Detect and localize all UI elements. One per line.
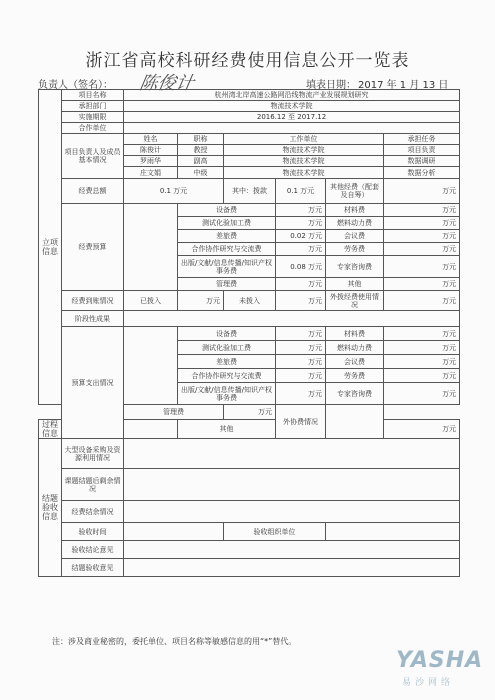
dept-label: 承担部门 — [62, 101, 124, 112]
member-unit: 物流技术学院 — [224, 156, 384, 167]
actual-amount: 万元 — [384, 420, 460, 439]
team-header-title: 职称 — [178, 134, 224, 145]
project-name-label: 项目名称 — [62, 90, 124, 101]
budget-item: 设备费 — [178, 204, 276, 217]
budget-item: 燃料动力费 — [326, 217, 384, 230]
member-unit: 物流技术学院 — [224, 145, 384, 156]
verify-time-value — [124, 523, 224, 541]
actual-item: 管理费 — [124, 405, 224, 420]
arrival-label: 经费到账情况 — [62, 291, 124, 311]
actual-amount: 万元 — [276, 327, 326, 341]
budget-amount: 万元 — [384, 217, 460, 230]
assets-value — [124, 469, 460, 501]
footnote: 注：涉及商业秘密的，委托单位、项目名称等敏感信息的用“*”替代。 — [52, 637, 297, 646]
budget-amount: 0.02 万元 — [276, 230, 326, 243]
dept-value: 物流技术学院 — [124, 101, 460, 112]
partner-value — [124, 123, 460, 134]
actual-item: 差旅费 — [178, 355, 276, 369]
member-name: 陈俊计 — [124, 145, 178, 156]
member-name: 庄文娟 — [124, 167, 178, 179]
actual-amount: 万元 — [276, 383, 326, 405]
budget-item: 劳务费 — [326, 243, 384, 256]
budget-amount: 万元 — [384, 278, 460, 291]
member-name: 罗雨华 — [124, 156, 178, 167]
member-title: 教授 — [178, 145, 224, 156]
actual-item: 专家咨询费 — [326, 383, 384, 405]
actual-item: 劳务费 — [326, 369, 384, 383]
progress-label: 阶段性成果 — [62, 311, 124, 327]
actual-amount: 万元 — [384, 355, 460, 369]
actual-item: 外协费情况 — [276, 405, 326, 439]
actual-amount: 万元 — [384, 341, 460, 355]
pub-value — [124, 501, 460, 523]
budget-amount: 万元 — [384, 230, 460, 243]
member-task: 数据调研 — [384, 156, 460, 167]
budget-amount: 万元 — [276, 278, 326, 291]
date-value: 2017 年 1 月 13 日 — [358, 80, 449, 91]
actual-amount: 万元 — [384, 369, 460, 383]
verify-unit-label: 验收组织单位 — [224, 523, 326, 541]
partner-label: 合作单位 — [62, 123, 124, 134]
budget-amount: 万元 — [384, 256, 460, 278]
actual-item: 出版/文献/信息传播/知识产权事务费 — [178, 383, 276, 405]
progress-value — [124, 311, 460, 327]
total-funding-label: 经费总额 — [62, 179, 124, 204]
actual-item: 设备费 — [178, 327, 276, 341]
budget-amount: 0.08 万元 — [276, 256, 326, 278]
handwritten-signature: 陈俊计 — [137, 73, 196, 94]
assets-label: 课题结题后剩余情况 — [62, 469, 124, 501]
member-task: 项目负责 — [384, 145, 460, 156]
arrival-in-value: 万元 — [178, 291, 224, 311]
outsourced-label: 外拨经费使用情况 — [326, 291, 384, 311]
budget-item: 管理费 — [178, 278, 276, 291]
verify-result-value — [124, 541, 460, 559]
actual-amount: 万元 — [276, 369, 326, 383]
equipment-label: 大型设备采购及资源利用情况 — [62, 439, 124, 469]
budget-item: 差旅费 — [178, 230, 276, 243]
actual-amount: 万元 — [384, 327, 460, 341]
team-header-name: 姓名 — [124, 134, 178, 145]
period-value: 2016.12 至 2017.12 — [124, 112, 460, 123]
actual-amount: 万元 — [224, 405, 276, 420]
actual-item: 其他 — [178, 420, 276, 439]
self-funding-label: 其他经费（配套及自筹） — [326, 179, 384, 204]
budget-amount: 万元 — [276, 217, 326, 230]
section-process-info: 过程信息 — [39, 420, 62, 439]
member-title: 中级 — [178, 167, 224, 179]
page-title: 浙江省高校科研经费使用信息公开一览表 — [85, 51, 410, 71]
budget-label: 经费预算 — [62, 204, 124, 291]
watermark-logo: YASHA — [396, 648, 484, 673]
responsible-label: 负责人（签名）： — [38, 80, 113, 91]
actual-item: 测试化验加工费 — [178, 341, 276, 355]
team-label: 项目负责人及成员基本情况 — [62, 134, 124, 179]
budget-item: 其他 — [326, 278, 384, 291]
team-header-unit: 工作单位 — [224, 134, 384, 145]
budget-item: 材料费 — [326, 204, 384, 217]
arrival-pending-value: 万元 — [276, 291, 326, 311]
actual-item: 燃料动力费 — [326, 341, 384, 355]
budget-amount: 万元 — [384, 243, 460, 256]
outsourced-value: 万元 — [384, 291, 460, 311]
watermark-logo-sub: 易沙网络 — [402, 678, 455, 688]
info-table — [38, 89, 460, 577]
pub-label: 经费结余情况 — [62, 501, 124, 523]
member-unit: 物流技术学院 — [224, 167, 384, 179]
actual-amount — [326, 405, 384, 439]
self-funding-value: 万元 — [384, 179, 460, 204]
total-funding-value: 0.1 万元 — [124, 179, 224, 204]
arrival-pending-label: 未拨入 — [224, 291, 276, 311]
allocated-value: 0.1 万元 — [276, 179, 326, 204]
verify-result-label: 验收结论意见 — [62, 541, 124, 559]
budget-item: 出版/文献/信息传播/知识产权事务费 — [178, 256, 276, 278]
equipment-value — [124, 439, 460, 469]
section-project-info: 立项信息 — [39, 90, 62, 405]
period-label: 实施期限 — [62, 112, 124, 123]
verify-unit-value — [326, 523, 460, 541]
arrival-in-label: 已拨入 — [124, 291, 178, 311]
review-label: 结题验收意见 — [62, 559, 124, 577]
budget-item: 会议费 — [326, 230, 384, 243]
budget-item: 合作协作研究与交流费 — [178, 243, 276, 256]
actual-label: 预算支出情况 — [62, 327, 124, 439]
actual-item: 会议费 — [326, 355, 384, 369]
budget-item: 测试化验加工费 — [178, 217, 276, 230]
budget-amount: 万元 — [276, 243, 326, 256]
actual-item: 材料费 — [326, 327, 384, 341]
date-label: 填表日期： — [306, 80, 356, 91]
budget-amount: 万元 — [276, 204, 326, 217]
actual-amount: 万元 — [276, 355, 326, 369]
review-value — [124, 559, 460, 577]
actual-amount: 万元 — [276, 341, 326, 355]
actual-amount: 万元 — [384, 383, 460, 405]
actual-item: 合作协作研究与交流费 — [178, 369, 276, 383]
section-completion-info: 结题验收信息 — [39, 439, 62, 577]
budget-item: 专家咨询费 — [326, 256, 384, 278]
verify-time-label: 验收时间 — [62, 523, 124, 541]
member-task: 数据分析 — [384, 167, 460, 179]
member-title: 副高 — [178, 156, 224, 167]
budget-amount: 万元 — [384, 204, 460, 217]
allocated-label: 其中：拨款 — [224, 179, 276, 204]
team-header-task: 承担任务 — [384, 134, 460, 145]
project-name-value: 杭州湾北岸高速公路网沿线物流产业发展规划研究 — [124, 90, 460, 101]
